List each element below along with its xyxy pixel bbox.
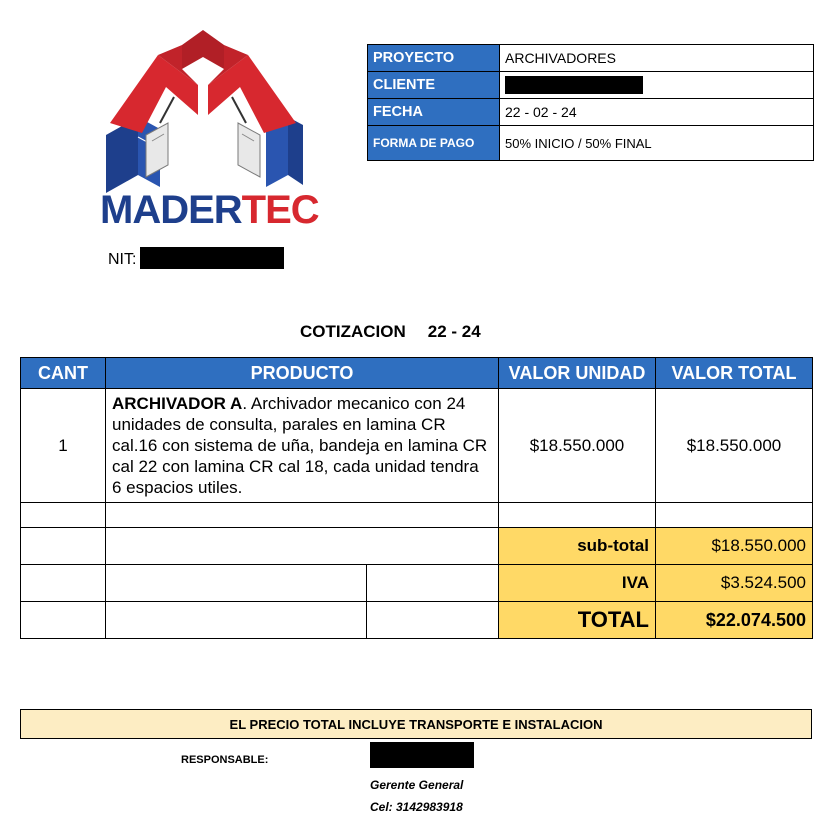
empty-cell [106, 602, 367, 639]
subtotal-label: sub-total [499, 528, 656, 565]
empty-cell [106, 565, 367, 602]
empty-cell [21, 602, 106, 639]
item-description [106, 389, 499, 503]
cliente-redacted [505, 76, 643, 94]
quote-title [300, 322, 481, 342]
responsible-label: RESPONSABLE: [181, 754, 269, 766]
info-key-fecha: FECHA [368, 99, 500, 126]
info-value-forma-pago: 50% INICIO / 50% FINAL [500, 126, 814, 161]
subtotal-value: $18.550.000 [656, 528, 813, 565]
header-valor-unidad: VALOR UNIDAD [499, 358, 656, 389]
quote-table [20, 357, 813, 639]
empty-cell [21, 503, 106, 528]
empty-cell [21, 565, 106, 602]
table-row [21, 389, 813, 503]
empty-cell [499, 503, 656, 528]
header-cant: CANT [21, 358, 106, 389]
iva-value: $3.524.500 [656, 565, 813, 602]
item-name: ARCHIVADOR A [112, 394, 243, 413]
quote-title-text: COTIZACION [300, 322, 406, 341]
empty-cell [21, 528, 106, 565]
empty-cell [656, 503, 813, 528]
nit-line [108, 247, 284, 269]
info-value-fecha: 22 - 02 - 24 [500, 99, 814, 126]
item-desc-text: . Archivador mecanico con 24 unidades de consulta, parales en lamina CR cal.16 con sistema de uña, bandeja en lamina CR cal 22 con lamina CR cal 18, cada unidad tendra 6 espacios utiles. [112, 394, 488, 497]
info-key-forma-pago: FORMA DE PAGO [368, 126, 500, 161]
empty-cell [106, 503, 499, 528]
brand-part-1: MADER [100, 188, 242, 232]
madertec-logo-graphic [98, 25, 308, 205]
item-unit-price: $18.550.000 [499, 389, 656, 503]
info-value-proyecto: ARCHIVADORES [500, 45, 814, 72]
item-total-price: $18.550.000 [656, 389, 813, 503]
iva-row [21, 565, 813, 602]
empty-row [21, 503, 813, 528]
total-row [21, 602, 813, 639]
responsible-redacted [370, 742, 474, 768]
total-label: TOTAL [499, 602, 656, 639]
subtotal-row [21, 528, 813, 565]
responsible-role: Gerente General [370, 778, 464, 792]
quote-number: 22 - 24 [427, 322, 481, 341]
responsible-phone: Cel: 3142983918 [370, 800, 463, 814]
nit-redacted [140, 247, 284, 269]
empty-cell [106, 528, 499, 565]
item-qty: 1 [21, 389, 106, 503]
brand-part-2: TEC [241, 188, 319, 232]
iva-label: IVA [499, 565, 656, 602]
header-valor-total: VALOR TOTAL [656, 358, 813, 389]
info-key-proyecto: PROYECTO [368, 45, 500, 72]
quote-table-header [21, 358, 813, 389]
empty-cell [367, 565, 499, 602]
price-note: EL PRECIO TOTAL INCLUYE TRANSPORTE E INSTALACION [20, 709, 812, 739]
empty-cell [367, 602, 499, 639]
header-producto: PRODUCTO [106, 358, 499, 389]
brand-wordmark [100, 188, 319, 233]
project-info-table [367, 44, 814, 161]
info-key-cliente: CLIENTE [368, 72, 500, 99]
nit-label: NIT: [108, 251, 137, 268]
total-value: $22.074.500 [656, 602, 813, 639]
info-value-cliente [500, 72, 814, 99]
